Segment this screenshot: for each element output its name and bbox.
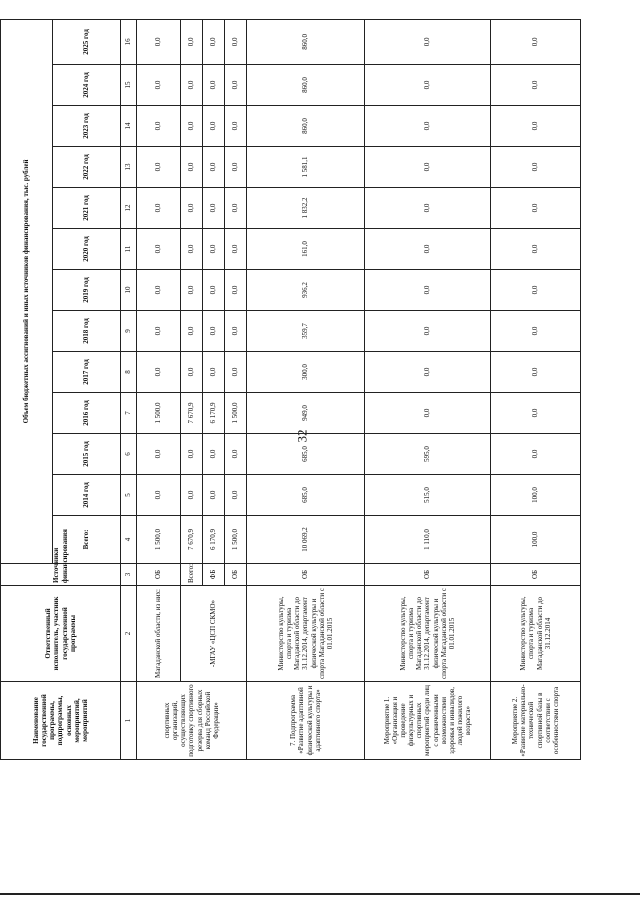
row-value: 0,0	[137, 19, 181, 64]
row-total: 10 069,2	[247, 516, 365, 564]
row-value: 100,0	[491, 475, 581, 516]
row-value: 0,0	[203, 147, 225, 188]
row-executor: Магаданской области, из них:	[137, 586, 181, 682]
row-value: 0,0	[365, 311, 491, 352]
row-value: 0,0	[203, 434, 225, 475]
header-year: 2016 год	[53, 393, 121, 434]
header-year: 2023 год	[53, 106, 121, 147]
column-number: 8	[121, 352, 137, 393]
row-value: 0,0	[137, 311, 181, 352]
header-year: 2022 год	[53, 147, 121, 188]
header-year: 2015 год	[53, 434, 121, 475]
row-value: 0,0	[181, 434, 203, 475]
table-row	[137, 19, 181, 759]
header-year: 2021 год	[53, 188, 121, 229]
row-total: 1 500,0	[225, 516, 247, 564]
row-value: 1 500,0	[225, 393, 247, 434]
row-source: ОБ	[137, 564, 181, 586]
row-value: 0,0	[203, 188, 225, 229]
row-value: 0,0	[491, 19, 581, 64]
row-value: 0,0	[137, 147, 181, 188]
scan-edge-line	[0, 893, 640, 895]
row-value: 0,0	[491, 434, 581, 475]
row-value: 6 170,9	[203, 393, 225, 434]
row-value: 0,0	[365, 188, 491, 229]
row-source: ФБ	[203, 564, 225, 586]
row-value: 0,0	[181, 19, 203, 64]
column-number: 3	[121, 564, 137, 586]
row-value: 0,0	[137, 352, 181, 393]
row-value: 0,0	[137, 270, 181, 311]
row-value: 0,0	[225, 147, 247, 188]
row-total: 6 170,9	[203, 516, 225, 564]
row-value: 0,0	[365, 147, 491, 188]
header-source: Источники финансирования	[1, 564, 121, 586]
column-number: 10	[121, 270, 137, 311]
row-value: 0,0	[203, 311, 225, 352]
row-total: 1 110,0	[365, 516, 491, 564]
row-executor: Министерство культуры, спорта и туризма Магаданской области до 31.12.2014	[491, 586, 581, 682]
column-number: 15	[121, 65, 137, 106]
page-number: 32	[294, 429, 310, 443]
table-row	[247, 19, 365, 759]
row-source: Всего:	[181, 564, 203, 586]
row-value: 0,0	[365, 270, 491, 311]
row-value: 0,0	[225, 106, 247, 147]
row-value: 0,0	[137, 434, 181, 475]
row-value: 0,0	[491, 393, 581, 434]
row-value: 0,0	[137, 106, 181, 147]
row-name: спортивных организаций, осуществляющих подготовку спортивного резерва для сборных команд Российской Федерации»	[137, 682, 247, 760]
row-value: 0,0	[365, 393, 491, 434]
row-value: 0,0	[491, 352, 581, 393]
rotated-table-wrapper	[0, 20, 580, 760]
row-value: 0,0	[491, 311, 581, 352]
row-value: 949,0	[247, 393, 365, 434]
column-number: 7	[121, 393, 137, 434]
row-source: ОБ	[225, 564, 247, 586]
row-value: 1 832,2	[247, 188, 365, 229]
row-value: 0,0	[491, 147, 581, 188]
row-value: 595,0	[365, 434, 491, 475]
row-value: 685,0	[247, 475, 365, 516]
column-number: 11	[121, 229, 137, 270]
header-volume: Объем бюджетных ассигнований и иных источников финансирования, тыс. рублей	[1, 19, 53, 563]
row-value: 0,0	[137, 475, 181, 516]
row-value: 0,0	[225, 19, 247, 64]
column-number: 12	[121, 188, 137, 229]
row-value: 0,0	[203, 19, 225, 64]
row-total: 7 670,9	[181, 516, 203, 564]
row-value: 0,0	[225, 311, 247, 352]
row-value: 0,0	[137, 229, 181, 270]
row-value: 515,0	[365, 475, 491, 516]
column-number: 13	[121, 147, 137, 188]
row-value: 0,0	[225, 270, 247, 311]
row-value: 0,0	[203, 475, 225, 516]
row-value: 0,0	[181, 188, 203, 229]
row-source: ОБ	[491, 564, 581, 586]
row-value: 0,0	[181, 65, 203, 106]
row-source: ОБ	[365, 564, 491, 586]
row-value: 300,0	[247, 352, 365, 393]
column-number-row	[121, 19, 137, 759]
row-executor: Министерство культуры, спорта и туризма Магаданской области до 31.12.2014, департамент физической культуры и спорта Магаданской области с 01.01.2015	[365, 586, 491, 682]
row-value: 0,0	[225, 65, 247, 106]
row-value: 0,0	[225, 229, 247, 270]
row-value: 0,0	[225, 434, 247, 475]
row-value: 936,2	[247, 270, 365, 311]
row-value: 0,0	[137, 65, 181, 106]
header-year: 2020 год	[53, 229, 121, 270]
row-value: 0,0	[491, 106, 581, 147]
row-value: 0,0	[491, 65, 581, 106]
financing-table	[0, 19, 581, 760]
column-number: 5	[121, 475, 137, 516]
row-value: 1 500,0	[137, 393, 181, 434]
header-year: 2018 год	[53, 311, 121, 352]
column-number: 6	[121, 434, 137, 475]
row-value: 0,0	[181, 270, 203, 311]
row-value: 860,0	[247, 65, 365, 106]
row-value: 0,0	[181, 147, 203, 188]
row-value: 0,0	[181, 475, 203, 516]
row-value: 0,0	[203, 106, 225, 147]
row-value: 860,0	[247, 19, 365, 64]
table-row	[491, 19, 581, 759]
column-number: 14	[121, 106, 137, 147]
table-row	[365, 19, 491, 759]
row-value: 0,0	[181, 229, 203, 270]
row-value: 359,7	[247, 311, 365, 352]
row-value: 0,0	[491, 188, 581, 229]
row-value: 0,0	[365, 352, 491, 393]
row-source: ОБ	[247, 564, 365, 586]
row-value: 0,0	[203, 65, 225, 106]
row-value: 0,0	[491, 229, 581, 270]
table-row	[181, 19, 203, 759]
row-value: 0,0	[365, 229, 491, 270]
header-year: 2025 год	[53, 19, 121, 64]
row-value: 0,0	[181, 352, 203, 393]
row-total: 100,0	[491, 516, 581, 564]
row-value: 860,0	[247, 106, 365, 147]
row-executor: Министерство культуры, спорта и туризма Магаданской области до 31.12.2014, департамент физической культуры и спорта Магаданской области с 01.01.2015	[247, 586, 365, 682]
header-year: 2017 год	[53, 352, 121, 393]
row-value: 0,0	[491, 270, 581, 311]
row-value: 0,0	[225, 188, 247, 229]
row-value: 0,0	[365, 106, 491, 147]
column-number: 16	[121, 19, 137, 64]
row-value: 161,0	[247, 229, 365, 270]
row-name: 7. Подпрограмма «Развитие адаптивной физической культуры и адаптивного спорта»	[247, 682, 365, 760]
row-value: 0,0	[225, 352, 247, 393]
row-executor: -МГАУ «ЦСП СКМО»	[181, 586, 247, 682]
row-total: 1 500,0	[137, 516, 181, 564]
column-number: 2	[121, 586, 137, 682]
row-value: 0,0	[203, 229, 225, 270]
row-value: 0,0	[181, 106, 203, 147]
row-value: 0,0	[203, 270, 225, 311]
row-value: 0,0	[137, 188, 181, 229]
row-value: 685,0	[247, 434, 365, 475]
row-value: 1 581,1	[247, 147, 365, 188]
row-value: 0,0	[225, 475, 247, 516]
row-value: 0,0	[365, 65, 491, 106]
header-year: 2014 год	[53, 475, 121, 516]
column-number: 4	[121, 516, 137, 564]
header-total: Всего:	[53, 516, 121, 564]
row-value: 7 670,9	[181, 393, 203, 434]
header-year: 2024 год	[53, 65, 121, 106]
row-value: 0,0	[365, 19, 491, 64]
row-name: Мероприятие 2. «Развитие материально-технической спортивной базы в соответствии с особенностями спорта	[491, 682, 581, 760]
header-executor: Ответственный исполнитель, участник государственной программы	[1, 586, 121, 682]
column-number: 1	[121, 682, 137, 760]
header-year: 2019 год	[53, 270, 121, 311]
header-name: Наименование государственной программы, подпрограммы, основных мероприятий, мероприятий	[1, 682, 121, 760]
row-value: 0,0	[203, 352, 225, 393]
row-value: 0,0	[181, 311, 203, 352]
column-number: 9	[121, 311, 137, 352]
row-name: Мероприятие 1. «Организация и проведение физкультурных и спортивных мероприятий среди лиц с ограниченными возможностями здоровья и инвалидов, людей пожилого возраста»	[365, 682, 491, 760]
